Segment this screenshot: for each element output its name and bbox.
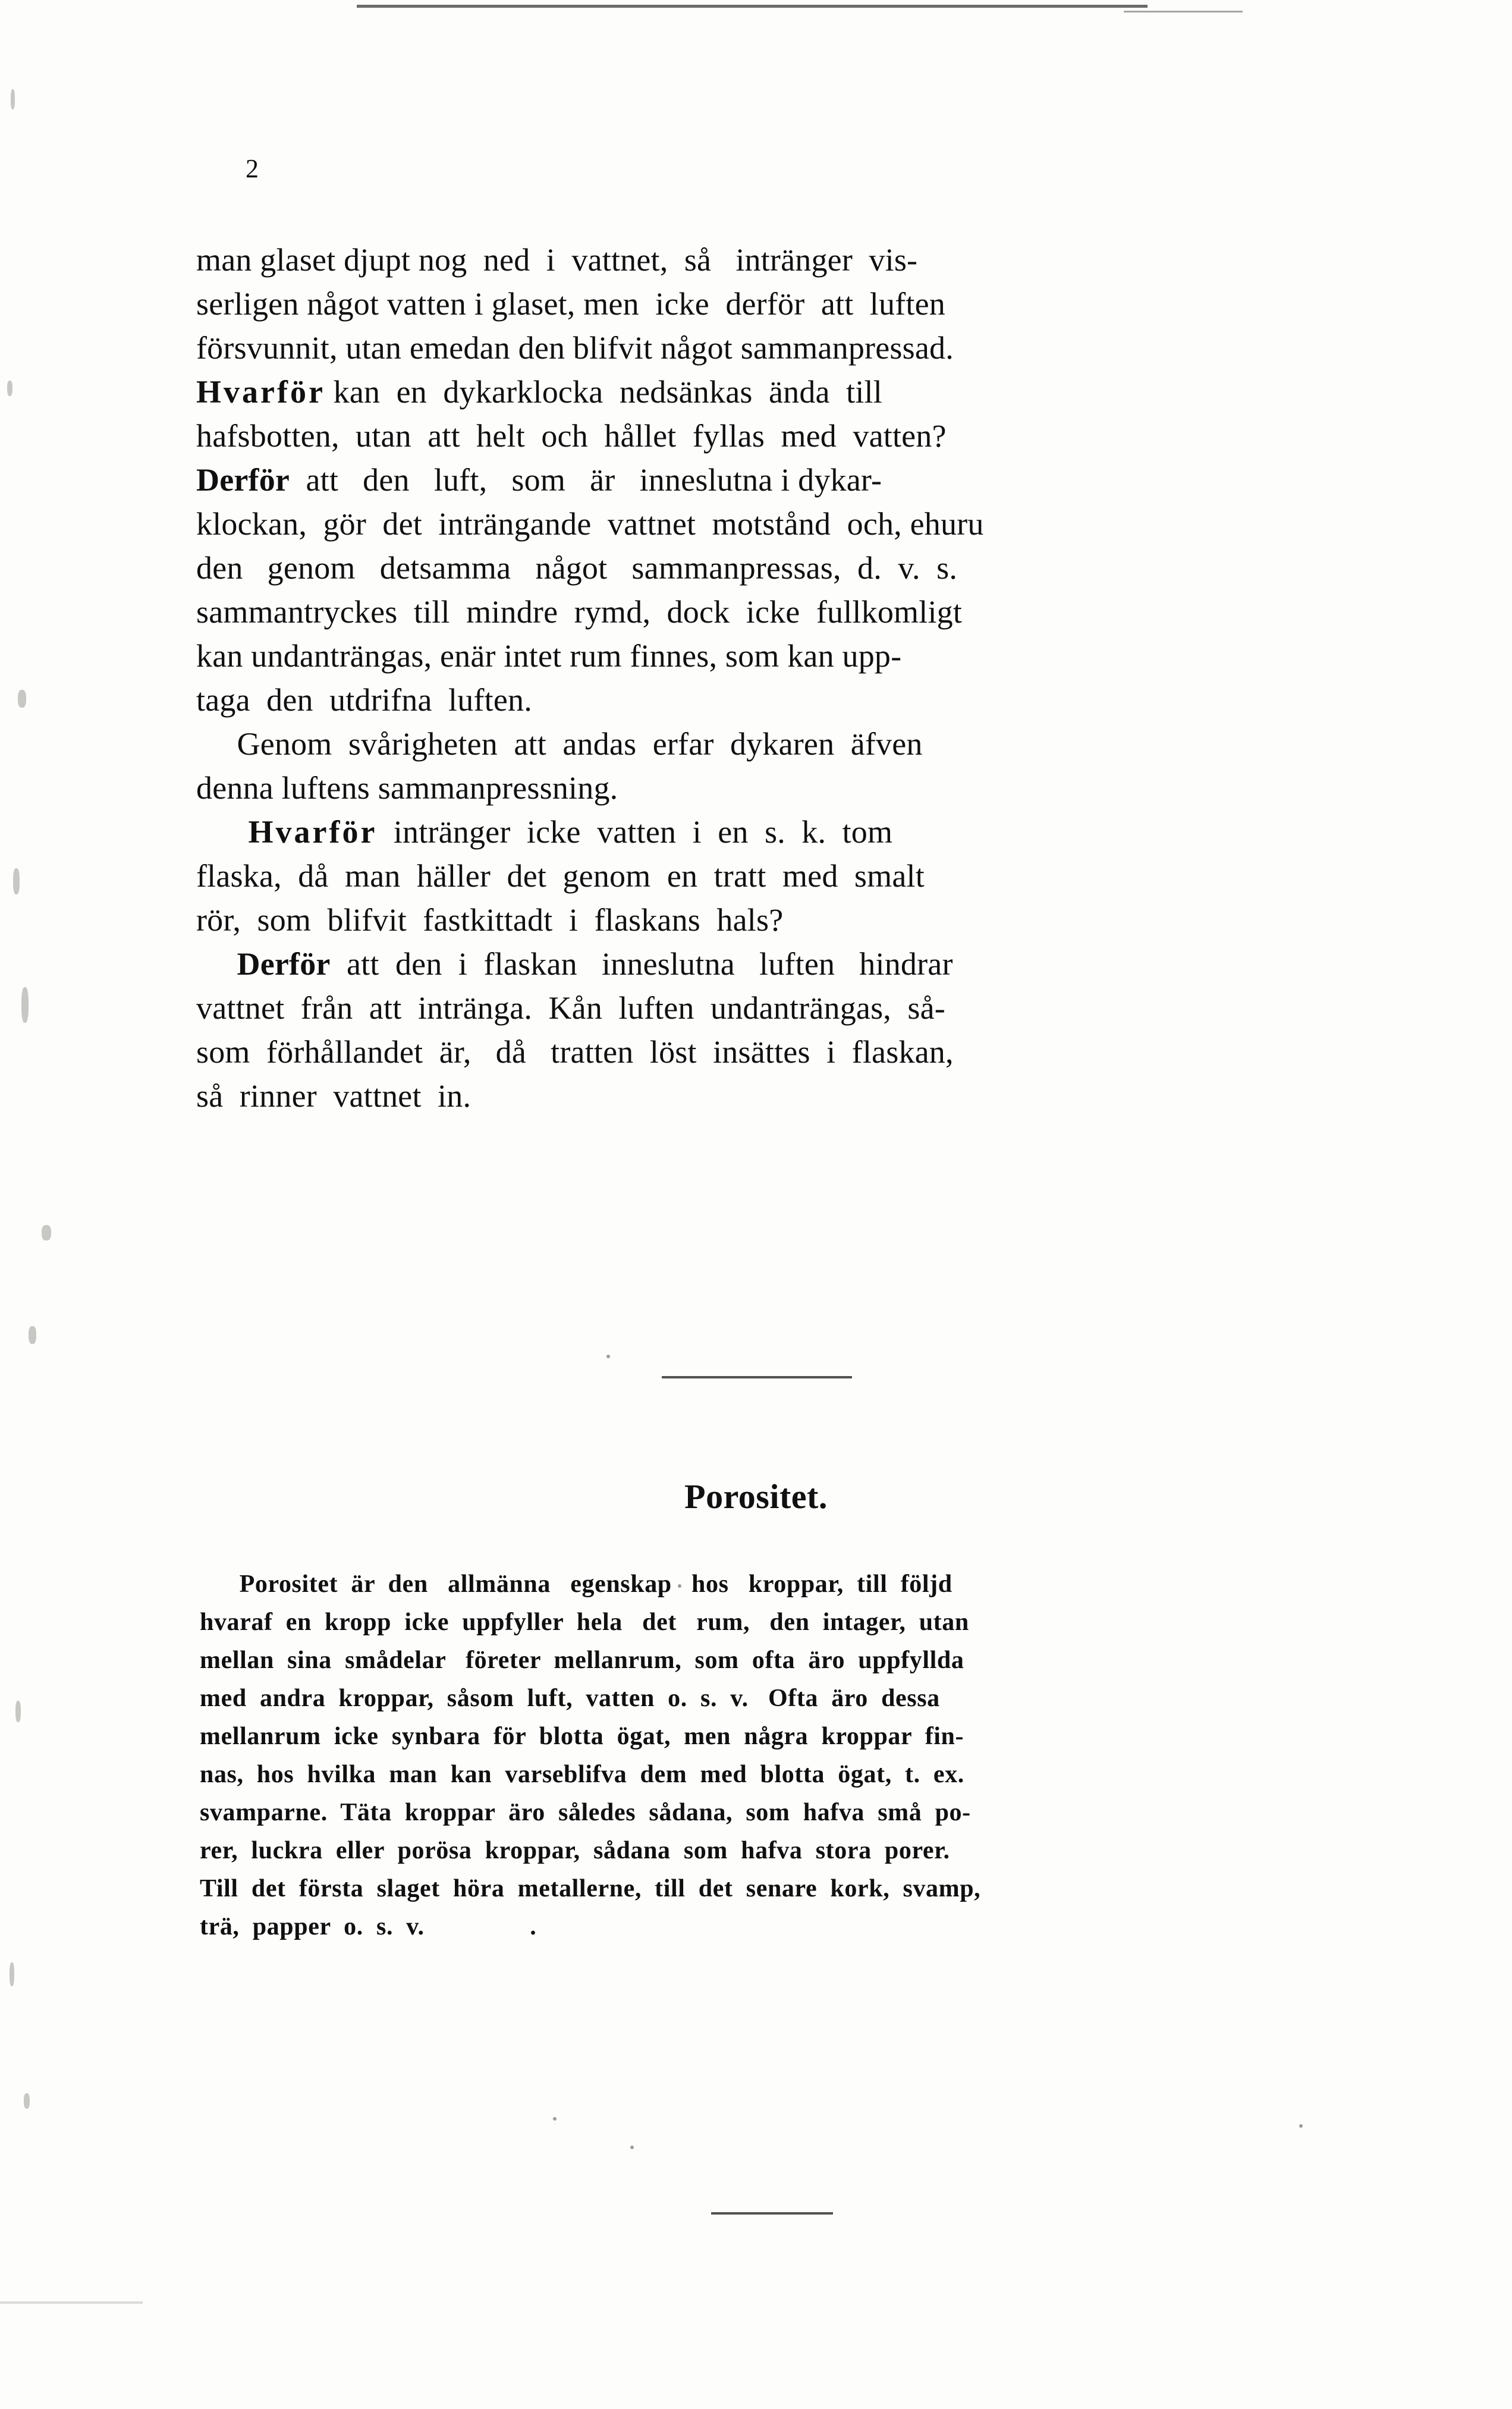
body-text-line: [196, 238, 1329, 282]
body-text-line: [196, 854, 1329, 898]
section-heading: Porositet.: [684, 1477, 828, 1516]
text-run: att den i flaskan inneslutna luften hindrar: [330, 946, 953, 982]
lead-in-bold-run: Hvarför: [196, 814, 378, 850]
body-text-column: [196, 238, 1329, 1118]
body-text-line: [196, 502, 1329, 546]
small-text-line: mellan sina smådelar företer mellanrum, som ofta äro uppfyllda: [200, 1647, 964, 1674]
small-text-line: trä, papper o. s. v. .: [200, 1913, 537, 1940]
body-text-line: [196, 1074, 1329, 1118]
scan-stray-dot: [1299, 2124, 1303, 2128]
text-run: Genom svårigheten att andas erfar dykaren äfven: [196, 726, 923, 762]
scan-speckle: [15, 1701, 21, 1722]
scan-edge-smudge: [0, 2301, 143, 2304]
text-run: som förhållandet är, då tratten löst insättes i flaskan,: [196, 1034, 954, 1070]
scan-stray-dot: [606, 1355, 610, 1358]
lead-in-bold-run: Derför: [196, 946, 331, 982]
body-text-line: [196, 634, 1329, 678]
body-text-line: [196, 722, 1329, 766]
small-text-line: nas, hos hvilka man kan varseblifva dem med blotta ögat, t. ex.: [200, 1761, 964, 1788]
section-divider-rule-top: [662, 1376, 852, 1378]
scan-crop-line-secondary: [1124, 11, 1243, 12]
small-text-line: rer, luckra eller porösa kroppar, sådana som hafva stora porer.: [200, 1837, 950, 1864]
body-text-line: [196, 546, 1329, 590]
text-run: serligen något vatten i glaset, men icke derför att luften: [196, 286, 945, 322]
small-text-line: mellanrum icke synbara för blotta ögat, men några kroppar fin-: [200, 1723, 964, 1750]
text-run: denna luftens sammanpressning.: [196, 770, 618, 806]
text-run: kan en dykarklocka nedsänkas ända till: [325, 374, 882, 410]
body-text-line: [196, 326, 1329, 370]
body-text-line: [196, 766, 1329, 810]
text-run: så rinner vattnet in.: [196, 1078, 471, 1114]
scan-speckle: [24, 2093, 30, 2109]
text-run: taga den utdrifna luften.: [196, 682, 532, 718]
scan-speckle: [11, 89, 15, 109]
lead-in-bold-run: Derför: [196, 462, 290, 498]
text-run: försvunnit, utan emedan den blifvit något sammanpressad.: [196, 330, 954, 366]
body-text-line: [196, 942, 1329, 986]
lead-in-bold-run: Hvarför: [196, 374, 325, 410]
scan-speckle: [29, 1326, 36, 1344]
text-run: rör, som blifvit fastkittadt i flaskans hals?: [196, 902, 784, 938]
small-text-column: [200, 1565, 1347, 1946]
small-text-line: Till det första slaget höra metallerne, till det senare kork, svamp,: [200, 1875, 981, 1902]
body-text-line: [196, 282, 1329, 326]
text-run: hafsbotten, utan att helt och hållet fyllas med vatten?: [196, 418, 947, 454]
small-text-line: Porositet är den allmänna egenskap hos kroppar, till följd: [200, 1571, 953, 1598]
text-run: vattnet från att intränga. Kån luften undanträngas, så-: [196, 990, 945, 1026]
small-text-line: med andra kroppar, såsom luft, vatten o. s. v. Ofta äro dessa: [200, 1685, 940, 1712]
scan-speckle: [18, 690, 26, 708]
body-text-line: [196, 810, 1329, 854]
scan-speckle: [42, 1225, 51, 1240]
page-number: 2: [246, 154, 259, 183]
body-text-line: [196, 986, 1329, 1030]
small-text-line: hvaraf en kropp icke uppfyller hela det rum, den intager, utan: [200, 1609, 969, 1636]
scan-speckle: [7, 381, 12, 396]
text-run: klockan, gör det inträngande vattnet motstånd och, ehuru: [196, 506, 984, 542]
scan-speckle: [10, 1962, 14, 1986]
text-run: att den luft, som är inneslutna i dykar-: [290, 462, 882, 498]
body-text-line: [196, 458, 1329, 502]
scan-speckle: [21, 987, 29, 1023]
text-run: sammantryckes till mindre rymd, dock icke fullkomligt: [196, 594, 963, 630]
section-divider-rule-bottom: [711, 2212, 833, 2215]
body-text-line: [196, 590, 1329, 634]
scan-speckle: [13, 868, 20, 894]
text-run: man glaset djupt nog ned i vattnet, så intränger vis-: [196, 242, 918, 278]
body-text-line: [196, 898, 1329, 942]
body-text-line: [196, 370, 1329, 414]
body-text-line: [196, 1030, 1329, 1074]
text-run: intränger icke vatten i en s. k. tom: [377, 814, 893, 850]
body-text-line: [196, 414, 1329, 458]
scan-crop-line: [357, 5, 1148, 8]
scan-stray-dot: [630, 2146, 634, 2149]
text-run: den genom detsamma något sammanpressas, d. v. s.: [196, 550, 958, 586]
text-run: flaska, då man häller det genom en tratt med smalt: [196, 858, 925, 894]
small-text-line: svamparne. Täta kroppar äro således sådana, som hafva små po-: [200, 1799, 971, 1826]
body-text-line: [196, 678, 1329, 722]
text-run: kan undanträngas, enär intet rum finnes, som kan upp-: [196, 638, 902, 674]
scan-stray-dot: [553, 2117, 557, 2121]
